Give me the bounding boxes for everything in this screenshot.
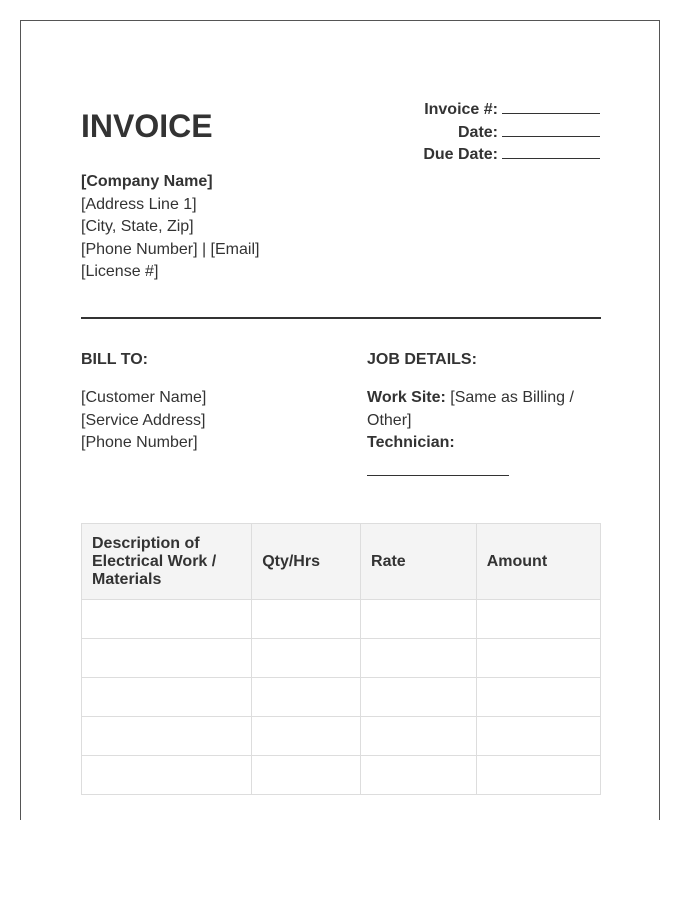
invoice-number-label: Invoice #: — [424, 101, 498, 118]
table-cell — [476, 600, 600, 639]
header-rate: Rate — [361, 524, 477, 600]
line-items-table — [81, 523, 601, 795]
invoice-due-date-line — [423, 144, 600, 167]
invoice-date-label: Date: — [457, 123, 498, 141]
table-cell — [476, 717, 600, 756]
invoice-number-line — [423, 99, 600, 122]
table-cell — [82, 756, 252, 795]
header-qty-hrs: Qty/Hrs — [252, 524, 361, 600]
table-row — [82, 600, 601, 639]
table-row — [82, 717, 601, 756]
service-address: [Service Address] — [81, 411, 206, 429]
header-amount: Amount — [476, 524, 600, 600]
company-info — [81, 171, 259, 284]
table-cell — [476, 756, 600, 795]
invoice-due-date-label: Due Date: — [423, 146, 498, 163]
bill-to-heading: BILL TO: — [81, 351, 148, 368]
invoice-date-line — [423, 122, 600, 145]
invoice-number-blank — [502, 99, 600, 114]
table-cell — [476, 639, 600, 678]
invoice-date-blank — [502, 122, 600, 137]
customer-name: [Customer Name] — [81, 389, 207, 406]
company-address-line-1: [Address Line 1] — [81, 195, 197, 213]
table-cell — [361, 600, 477, 639]
work-site — [367, 387, 597, 432]
table-cell — [252, 600, 361, 639]
technician — [367, 432, 597, 455]
table-row — [82, 639, 601, 678]
table-cell — [82, 639, 252, 678]
table-cell — [361, 678, 477, 717]
table-cell — [361, 717, 477, 756]
invoice-due-date-blank — [502, 144, 600, 159]
invoice-meta — [423, 99, 600, 167]
table-cell — [361, 639, 477, 678]
work-site-label: Work Site: — [367, 389, 446, 406]
invoice-title: INVOICE — [81, 108, 213, 144]
technician-blank — [367, 455, 509, 476]
job-details-heading: JOB DETAILS: — [367, 351, 477, 368]
table-cell — [252, 717, 361, 756]
table-cell — [252, 756, 361, 795]
table-cell — [476, 678, 600, 717]
technician-label: Technician: — [367, 434, 455, 451]
table-cell — [82, 600, 252, 639]
company-license: [License #] — [81, 263, 159, 280]
bill-to-details — [81, 387, 206, 455]
table-cell — [82, 678, 252, 717]
table-header-row — [82, 524, 601, 600]
customer-phone: [Phone Number] — [81, 434, 198, 451]
job-details-body — [367, 387, 597, 476]
table-cell — [252, 639, 361, 678]
company-contact: [Phone Number] | [Email] — [81, 240, 260, 258]
header-description: Description of Electrical Work / Materials — [82, 524, 252, 600]
invoice-page — [20, 20, 660, 820]
table-row — [82, 756, 601, 795]
company-name: [Company Name] — [81, 173, 213, 190]
table-cell — [361, 756, 477, 795]
header-divider — [81, 317, 601, 319]
table-cell — [82, 717, 252, 756]
work-site-value: [Same as Billing / Other] — [367, 389, 574, 429]
company-city-state-zip: [City, State, Zip] — [81, 218, 194, 235]
table-cell — [252, 678, 361, 717]
table-row — [82, 678, 601, 717]
